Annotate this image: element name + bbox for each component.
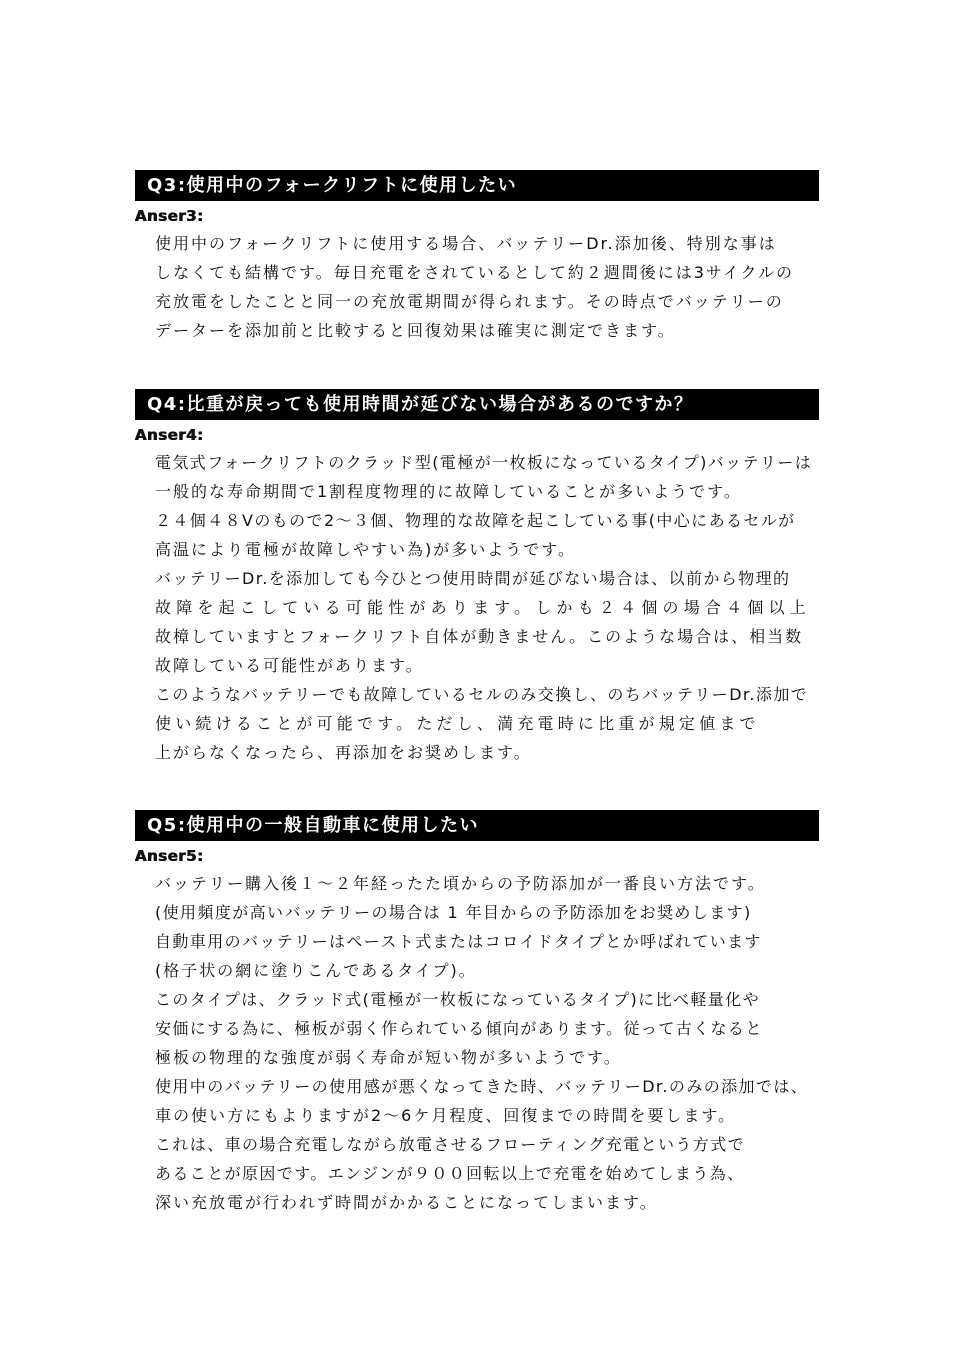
answer-line: バッテリーDr.を添加しても今ひとつ使用時間が延びない場合は、以前から物理的 [155, 569, 791, 588]
answer-line: 自動車用のバッテリーはペースト式またはコロイドタイプとか呼ばれています [155, 932, 762, 951]
answer-line: 使用中のフォークリフトに使用する場合、バッテリーDr.添加後、特別な事は [155, 234, 777, 253]
answer-line: 故障している可能性があります。 [155, 656, 424, 675]
faq-section-q5 [135, 810, 819, 1217]
answer-line: 安価にする為に、極板が弱く作られている傾向があります。従って古くなると [155, 1019, 763, 1038]
answer-line: 極板の物理的な強度が弱く寿命が短い物が多いようです。 [155, 1048, 622, 1067]
answer-line: 故障を起こしている可能性があります。しかも２４個の場合４個以上 [155, 598, 811, 617]
answer-line: 上がらなくなったら、再添加をお奨めします。 [155, 743, 532, 762]
answer-line: あることが原因です。エンジンが９００回転以上で充電を始めてしまう為、 [155, 1164, 745, 1183]
answer-line: これは、車の場合充電しながら放電させるフローティング充電という方式で [155, 1135, 746, 1154]
answer-line: 充放電をしたことと同一の充放電期間が得られます。その時点でバッテリーの [155, 292, 784, 311]
answer-line: 使用中のバッテリーの使用感が悪くなってきた時、バッテリーDr.のみの添加では、 [155, 1077, 809, 1096]
answer-line: 一般的な寿命期間で1割程度物理的に故障していることが多いようです。 [155, 482, 742, 501]
answer-body [155, 869, 819, 1217]
question-header: Q5:使用中の一般自動車に使用したい [135, 810, 819, 841]
answer-line: 故樟していますとフォークリフト自体が動きません。このような場合は、相当数 [155, 627, 804, 646]
answer-body [155, 448, 819, 767]
answer-line: このようなバッテリーでも故障しているセルのみ交換し、のちバッテリーDr.添加で [155, 685, 809, 704]
answer-body [155, 229, 819, 345]
answer-label: Anser4: [135, 426, 204, 444]
question-header: Q4:比重が戻っても使用時間が延びない場合があるのですか？ [135, 389, 819, 420]
answer-label: Anser5: [135, 847, 204, 865]
answer-line: バッテリー購入後１～２年経ったた頃からの予防添加が一番良い方法です。 [155, 874, 766, 893]
answer-line: しなくても結構です。毎日充電をされているとして約２週間後には3サイクルの [155, 263, 794, 282]
question-header: Q3:使用中のフォークリフトに使用したい [135, 170, 819, 201]
answer-line: 高温により電極が故障しやすい為)が多いようです。 [155, 540, 576, 559]
answer-line: (使用頻度が高いバッテリーの場合は 1 年目からの予防添加をお奨めします) [155, 903, 752, 922]
answer-line: (格子状の網に塗りこんであるタイプ)。 [155, 961, 477, 980]
faq-section-q3 [135, 170, 819, 345]
answer-line: データーを添加前と比較すると回復効果は確実に測定できます。 [155, 321, 676, 340]
answer-line: 使い続けることが可能です。ただし、満充電時に比重が規定値まで [155, 714, 760, 733]
answer-line: このタイプは、クラッド式(電極が一枚板になっているタイプ)に比べ軽量化や [155, 990, 760, 1009]
answer-label: Anser3: [135, 207, 204, 225]
answer-line: ２４個４８Vのもので2～３個、物理的な故障を起こしている事(中心にあるセルが [155, 511, 796, 530]
answer-line: 電気式フォークリフトのクラッド型(電極が一枚板になっているタイプ)バッテリーは [155, 453, 813, 472]
answer-line: 車の使い方にもよりますが2～6ケ月程度、回復までの時間を要します。 [155, 1106, 737, 1125]
faq-section-q4 [135, 389, 819, 767]
answer-line: 深い充放電が行われず時間がかかることになってしまいます。 [155, 1193, 658, 1212]
